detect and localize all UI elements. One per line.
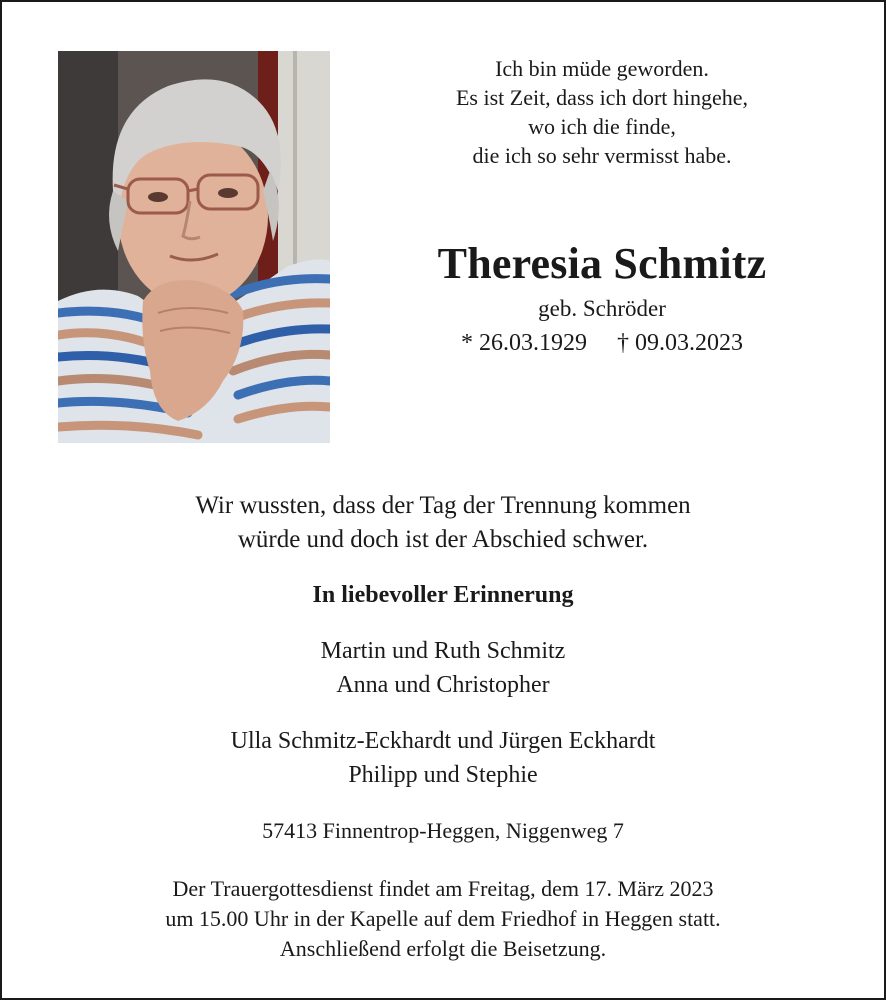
service-line: Der Trauergottesdienst findet am Freitag, dem 17. März 2023 (172, 876, 714, 901)
mourner-line: Philipp und Stephie (348, 762, 538, 788)
quote-line: Wir wussten, dass der Tag der Trennung kommen (195, 492, 691, 519)
mourning-address: 57413 Finnentrop-Heggen, Niggenweg 7 (262, 818, 624, 843)
birth-name: geb. Schröder (538, 296, 666, 321)
memorial-verse (402, 54, 802, 170)
birth-date: * 26.03.1929 (461, 330, 587, 356)
mourner-line: Anna und Christopher (336, 672, 550, 698)
family-group (2, 724, 884, 792)
service-line: um 15.00 Uhr in der Kapelle auf dem Friedhof in Heggen statt. (165, 906, 721, 931)
quote-line: würde und doch ist der Abschied schwer. (237, 526, 649, 553)
memorial-heading: In liebevoller Erinnerung (312, 582, 574, 608)
farewell-quote (2, 489, 884, 557)
verse-line: Ich bin müde geworden. (495, 56, 709, 81)
service-line: Anschließend erfolgt die Beisetzung. (279, 936, 607, 961)
deceased-name: Theresia Schmitz (437, 239, 767, 288)
verse-line: Es ist Zeit, dass ich dort hingehe, (455, 85, 749, 110)
death-date: † 09.03.2023 (617, 330, 743, 356)
life-dates (402, 330, 802, 357)
family-group (2, 634, 884, 702)
verse-line: die ich so sehr vermisst habe. (472, 143, 732, 168)
mourner-line: Ulla Schmitz-Eckhardt und Jürgen Eckhardt (230, 728, 656, 754)
verse-line: wo ich die finde, (528, 114, 676, 139)
portrait-photo (58, 51, 330, 443)
funeral-service-info (2, 874, 884, 964)
mourner-line: Martin und Ruth Schmitz (320, 638, 566, 664)
